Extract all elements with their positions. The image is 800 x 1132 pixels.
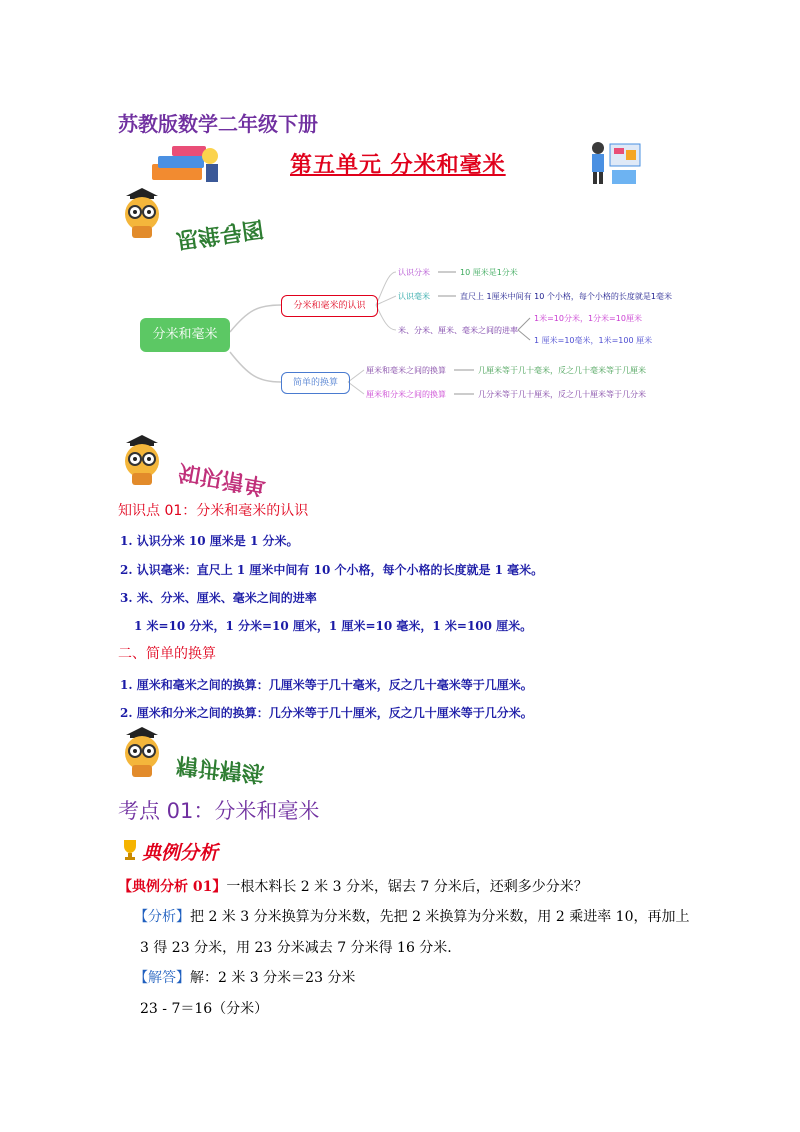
trophy-icon xyxy=(120,838,140,862)
mindmap-detail-decimeter: 10 厘米是1分米 xyxy=(460,268,518,277)
series-title: 苏教版数学二年级下册 xyxy=(118,112,318,136)
calculation-line: 23 - 7＝16（分米） xyxy=(140,1001,269,1017)
mindmap-root-label: 分米和毫米 xyxy=(152,327,218,342)
analysis-tag: 【分析】 xyxy=(134,909,190,925)
mindmap-node-cm-dm: 厘米和分米之间的换算 xyxy=(366,390,446,399)
example-analysis-badge: 典例分析 xyxy=(142,842,219,864)
knowledge-heading: 知识清单 xyxy=(176,458,268,499)
knowledge-item: 2. 厘米和分米之间的换算：几分米等于几十厘米，反之几十厘米等于几分米。 xyxy=(120,706,533,720)
answer-line xyxy=(134,967,355,987)
mindmap-node-decimeter: 认识分米 xyxy=(398,268,430,277)
answer-tag: 【解答】 xyxy=(134,970,190,986)
knowledge-point-2-title: 二、简单的换算 xyxy=(118,646,216,662)
example-tag: 【典例分析 01】 xyxy=(118,879,227,895)
knowledge-item: 2. 认识毫米：直尺上 1 厘米中间有 10 个小格，每个小格的长度就是 1 毫米。 xyxy=(120,563,544,577)
exam-point-title: 考点 01：分米和毫米 xyxy=(118,799,320,823)
knowledge-item: 1 米=10 分米，1 分米=10 厘米，1 厘米=10 毫米，1 米=100 厘米。 xyxy=(134,619,533,633)
mindmap-branch-2-label: 简单的换算 xyxy=(292,378,338,388)
mindmap-detail-cm-dm: 几分米等于几十厘米，反之几十厘米等于几分米 xyxy=(478,390,646,399)
unit-title: 第五单元 分米和毫米 xyxy=(290,153,506,178)
mindmap-node-millimeter: 认识毫米 xyxy=(398,292,430,301)
analysis-text: 把 2 米 3 分米换算为分米数，先把 2 米换算为分米数，用 2 乘进率 10，再加上 xyxy=(190,909,690,925)
knowledge-item: 1. 认识分米 10 厘米是 1 分米。 xyxy=(120,534,299,548)
mindmap-detail-millimeter: 直尺上 1厘米中间有 10 个小格，每个小格的长度就是1毫米 xyxy=(460,292,672,301)
mindmap-root xyxy=(140,318,230,352)
mindmap-node-cm-mm: 厘米和毫米之间的换算 xyxy=(366,366,446,375)
knowledge-item: 3. 米、分米、厘米、毫米之间的进率 xyxy=(120,591,317,605)
mindmap xyxy=(138,260,698,410)
mindmap-node-rates: 米、分米、厘米、毫米之间的进率 xyxy=(398,326,518,335)
mindmap-detail-cm-mm: 几厘米等于几十毫米，反之几十毫米等于几厘米 xyxy=(478,366,646,375)
knowledge-point-1-title: 知识点 01：分米和毫米的认识 xyxy=(118,503,309,519)
example-question-line xyxy=(118,876,588,896)
analysis-line xyxy=(134,906,690,926)
analysis-text-continued: 3 得 23 分米，用 23 分米减去 7 分米得 16 分米. xyxy=(140,940,452,956)
knowledge-item: 1. 厘米和毫米之间的换算：几厘米等于几十毫米，反之几十毫米等于几厘米。 xyxy=(120,678,533,692)
owl-mascot-icon xyxy=(118,188,168,240)
mindmap-detail-rates-1: 1米=10分米，1分米=10厘米 xyxy=(534,314,642,323)
owl-mascot-icon xyxy=(118,727,168,779)
mindmap-heading: 思维导图 xyxy=(174,215,266,253)
mindmap-detail-rates-2: 1 厘米=10毫米，1米=100 厘米 xyxy=(534,336,653,345)
lecture-heading: 精讲精练 xyxy=(175,751,266,786)
study-illustration-icon xyxy=(148,138,226,186)
example-question: 一根木料长 2 米 3 分米，锯去 7 分米后，还剩多少分米？ xyxy=(226,879,588,895)
mindmap-branch-2 xyxy=(281,372,350,394)
mindmap-branch-1-label: 分米和毫米的认识 xyxy=(293,301,366,311)
teacher-illustration-icon xyxy=(582,138,644,186)
owl-mascot-icon xyxy=(118,435,168,487)
answer-text: 解：2 米 3 分米＝23 分米 xyxy=(190,970,356,986)
mindmap-branch-1 xyxy=(281,295,378,317)
